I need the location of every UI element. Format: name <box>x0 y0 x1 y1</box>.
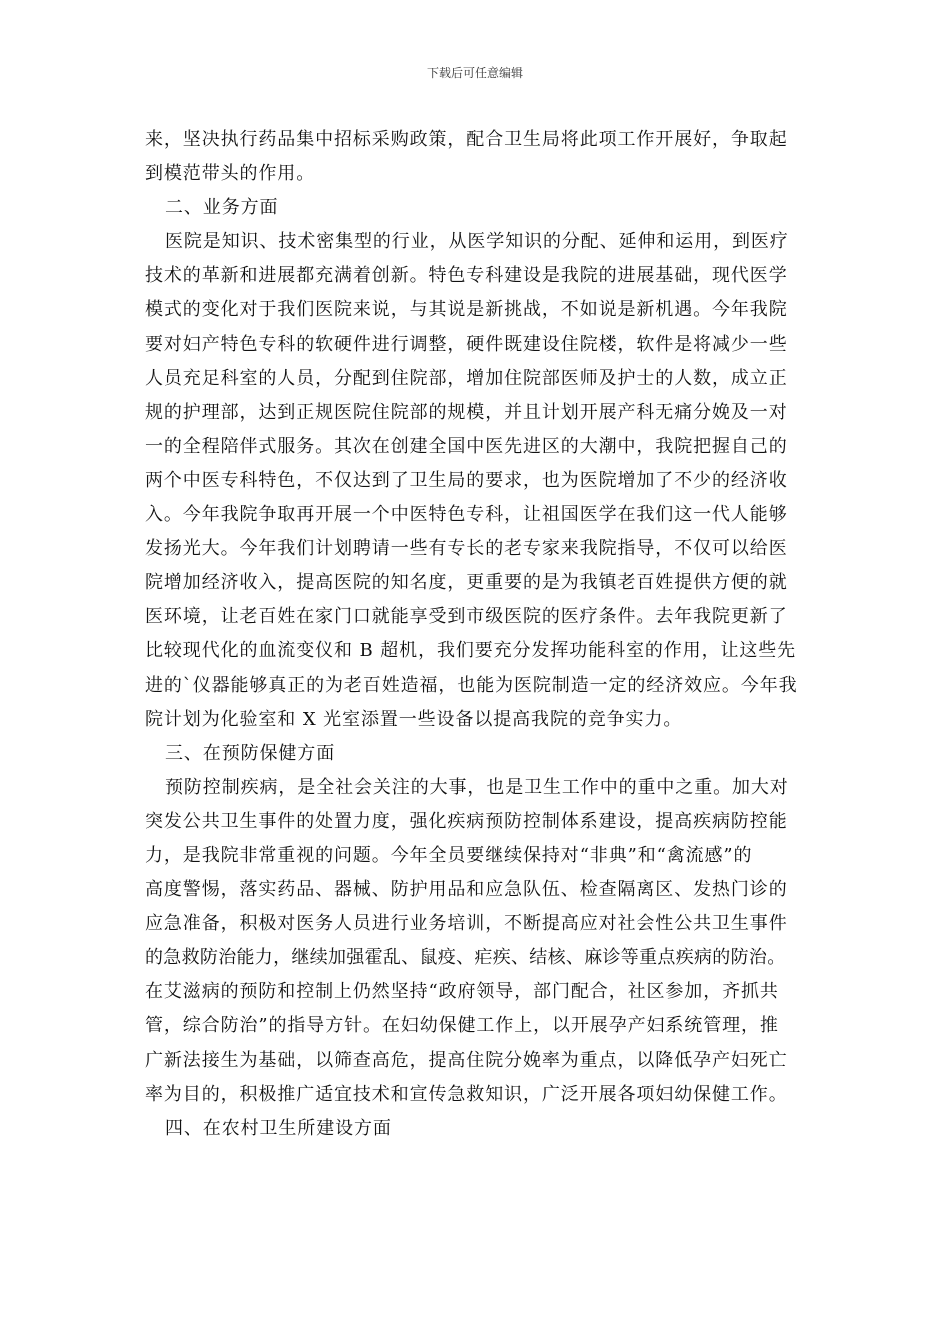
paragraph-line: 率为目的，积极推广适宜技术和宣传急救知识，广泛开展各项妇幼保健工作。 <box>145 1083 788 1105</box>
paragraph-line: 预防控制疾病，是全社会关注的大事，也是卫生工作中的重中之重。加大对 <box>165 776 789 798</box>
page-header: 下载后可任意编辑 <box>426 66 523 80</box>
paragraph-line: 发扬光大。今年我们计划聘请一些有专长的老专家来我院指导，不仅可以给医 <box>145 538 788 560</box>
paragraph-line: 比较现代化的血流变仪和 B 超机，我们要充分发挥功能科室的作用，让这些先 <box>145 640 797 662</box>
paragraph-line: 应急准备，积极对医务人员进行业务培训，不断提高应对社会性公共卫生事件 <box>145 913 788 935</box>
paragraph-line: 技术的革新和进展都充满着创新。特色专科建设是我院的进展基础，现代医学 <box>145 265 788 287</box>
section-heading: 三、在预防保健方面 <box>165 742 336 764</box>
paragraph-line: 的急救防治能力，继续加强霍乱、鼠疫、疟疾、结核、麻诊等重点疾病的防治。 <box>145 947 786 969</box>
paragraph-line: 模式的变化对于我们医院来说，与其说是新挑战，不如说是新机遇。今年我院 <box>145 299 788 321</box>
section-heading: 二、业务方面 <box>165 197 279 219</box>
paragraph-line: 到模范带头的作用。 <box>145 163 316 185</box>
paragraph-line: 在艾滋病的预防和控制上仍然坚持“政府领导，部门配合，社区参加，齐抓共 <box>145 981 779 1003</box>
paragraph-line: 管，综合防治”的指导方针。在妇幼保健工作上，以开展孕产妇系统管理，推 <box>145 1015 779 1037</box>
paragraph-line: 来，坚决执行药品集中招标采购政策，配合卫生局将此项工作开展好，争取起 <box>145 129 788 150</box>
paragraph-line: 入。今年我院争取再开展一个中医特色专科，让祖国医学在我们这一代人能够 <box>145 504 788 526</box>
paragraph-line: 院增加经济收入，提高医院的知名度，更重要的是为我镇老百姓提供方便的就 <box>145 572 788 594</box>
paragraph-line: 力，是我院非常重视的问题。今年全员要继续保持对“非典”和“禽流感”的 <box>145 844 753 866</box>
document-body <box>145 123 810 1146</box>
paragraph-line: 规的护理部，达到正规医院住院部的规模，并且计划开展产科无痛分娩及一对 <box>145 401 788 423</box>
section-heading: 四、在农村卫生所建设方面 <box>165 1117 392 1139</box>
paragraph-line: 两个中医专科特色，不仅达到了卫生局的要求，也为医院增加了不少的经济收 <box>145 469 788 491</box>
paragraph-line: 高度警惕，落实药品、器械、防护用品和应急队伍、检查隔离区、发热门诊的 <box>145 879 788 901</box>
paragraph-line: 突发公共卫生事件的处置力度，强化疾病预防控制体系建设，提高疾病防控能 <box>145 810 788 832</box>
paragraph-line: 广新法接生为基础，以筛查高危，提高住院分娩率为重点，以降低孕产妇死亡 <box>145 1049 788 1071</box>
paragraph-line: 医环境，让老百姓在家门口就能享受到市级医院的医疗条件。去年我院更新了 <box>145 606 788 628</box>
paragraph-line: 人员充足科室的人员，分配到住院部，增加住院部医师及护士的人数，成立正 <box>145 367 788 389</box>
paragraph-line: 进的`仪器能够真正的为老百姓造福，也能为医院制造一定的经济效应。今年我 <box>145 674 798 696</box>
paragraph-line: 一的全程陪伴式服务。其次在创建全国中医先进区的大潮中，我院把握自己的 <box>145 435 788 457</box>
paragraph-line: 院计划为化验室和 X 光室添置一些设备以提高我院的竞争实力。 <box>145 708 683 730</box>
paragraph-line: 要对妇产特色专科的软硬件进行调整，硬件既建设住院楼，软件是将减少一些 <box>145 333 788 355</box>
paragraph-line: 医院是知识、技术密集型的行业，从医学知识的分配、延伸和运用，到医疗 <box>165 231 789 253</box>
